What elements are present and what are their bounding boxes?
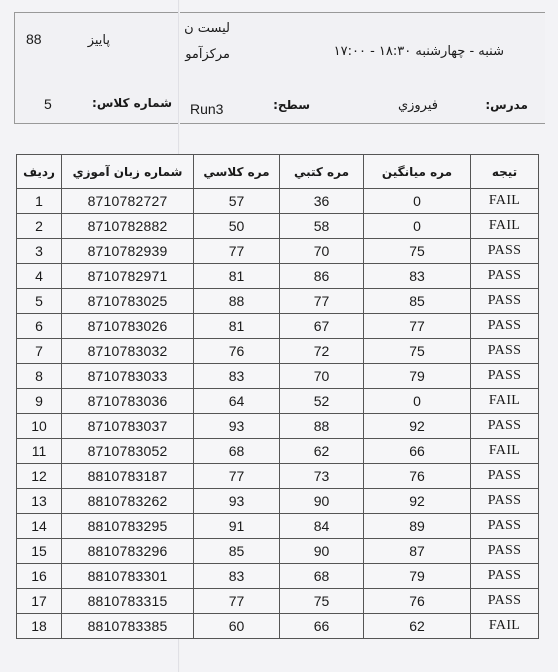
table-row (17, 614, 539, 639)
table-row (17, 214, 539, 239)
written-score-cell: 68 (280, 564, 364, 589)
term-code: 88 (26, 31, 42, 47)
written-score-cell: 70 (280, 239, 364, 264)
result-cell: PASS (471, 564, 539, 589)
student-id-cell: 8810783385 (62, 614, 194, 639)
col-header-student-id: شماره زبان آموزي (62, 155, 194, 189)
class-score-cell: 64 (194, 389, 280, 414)
table-row (17, 589, 539, 614)
row-number-cell: 14 (17, 514, 62, 539)
written-score-cell: 58 (280, 214, 364, 239)
teacher-label: مدرس: (485, 98, 528, 112)
table-row (17, 439, 539, 464)
table-row (17, 514, 539, 539)
table-header-row (17, 155, 539, 189)
title-fragment: لیست ن (184, 21, 230, 36)
level-value: Run3 (190, 101, 224, 117)
written-score-cell: 86 (280, 264, 364, 289)
row-number-cell: 7 (17, 339, 62, 364)
col-header-average-score: مره میانگین (364, 155, 471, 189)
row-number-cell: 12 (17, 464, 62, 489)
student-id-cell: 8710782727 (62, 189, 194, 214)
table-row (17, 389, 539, 414)
average-score-cell: 79 (364, 564, 471, 589)
result-cell: PASS (471, 589, 539, 614)
written-score-cell: 77 (280, 289, 364, 314)
row-number-cell: 17 (17, 589, 62, 614)
table-row (17, 564, 539, 589)
average-score-cell: 62 (364, 614, 471, 639)
student-id-cell: 8710783036 (62, 389, 194, 414)
average-score-cell: 79 (364, 364, 471, 389)
result-cell: PASS (471, 289, 539, 314)
row-number-cell: 10 (17, 414, 62, 439)
written-score-cell: 70 (280, 364, 364, 389)
row-number-cell: 16 (17, 564, 62, 589)
average-score-cell: 92 (364, 414, 471, 439)
class-score-cell: 81 (194, 264, 280, 289)
table-row (17, 414, 539, 439)
class-score-cell: 83 (194, 364, 280, 389)
row-number-cell: 6 (17, 314, 62, 339)
average-score-cell: 77 (364, 314, 471, 339)
average-score-cell: 0 (364, 189, 471, 214)
row-number-cell: 15 (17, 539, 62, 564)
result-cell: PASS (471, 314, 539, 339)
written-score-cell: 73 (280, 464, 364, 489)
class-score-cell: 93 (194, 414, 280, 439)
table-row (17, 289, 539, 314)
row-number-cell: 18 (17, 614, 62, 639)
average-score-cell: 0 (364, 214, 471, 239)
average-score-cell: 76 (364, 464, 471, 489)
result-cell: PASS (471, 414, 539, 439)
student-id-cell: 8710782939 (62, 239, 194, 264)
result-cell: PASS (471, 464, 539, 489)
result-cell: PASS (471, 264, 539, 289)
center-fragment: مرکزآمو (185, 47, 230, 62)
row-number-cell: 9 (17, 389, 62, 414)
class-score-cell: 68 (194, 439, 280, 464)
schedule-text: شنبه - چهارشنبه ۱۸:۳۰ - ۱۷:۰۰ (333, 44, 504, 59)
written-score-cell: 84 (280, 514, 364, 539)
table-row (17, 489, 539, 514)
class-score-cell: 77 (194, 589, 280, 614)
written-score-cell: 62 (280, 439, 364, 464)
table-row (17, 339, 539, 364)
average-score-cell: 75 (364, 239, 471, 264)
average-score-cell: 76 (364, 589, 471, 614)
table-row (17, 464, 539, 489)
student-id-cell: 8810783315 (62, 589, 194, 614)
result-cell: PASS (471, 489, 539, 514)
student-id-cell: 8710783052 (62, 439, 194, 464)
class-score-cell: 77 (194, 239, 280, 264)
average-score-cell: 0 (364, 389, 471, 414)
written-score-cell: 90 (280, 489, 364, 514)
row-number-cell: 4 (17, 264, 62, 289)
level-label: سطح: (273, 98, 310, 112)
student-id-cell: 8710783025 (62, 289, 194, 314)
class-score-cell: 91 (194, 514, 280, 539)
result-cell: PASS (471, 364, 539, 389)
class-score-cell: 77 (194, 464, 280, 489)
row-number-cell: 11 (17, 439, 62, 464)
term-label: پاییز (87, 33, 110, 48)
average-score-cell: 83 (364, 264, 471, 289)
result-cell: FAIL (471, 614, 539, 639)
row-number-cell: 5 (17, 289, 62, 314)
average-score-cell: 87 (364, 539, 471, 564)
table-row (17, 189, 539, 214)
written-score-cell: 67 (280, 314, 364, 339)
class-score-cell: 76 (194, 339, 280, 364)
table-row (17, 239, 539, 264)
result-cell: FAIL (471, 389, 539, 414)
average-score-cell: 66 (364, 439, 471, 464)
class-score-cell: 57 (194, 189, 280, 214)
average-score-cell: 92 (364, 489, 471, 514)
col-header-written-score: مره کتبي (280, 155, 364, 189)
teacher-value: فیروزي (397, 98, 438, 113)
written-score-cell: 66 (280, 614, 364, 639)
table-row (17, 264, 539, 289)
result-cell: FAIL (471, 439, 539, 464)
written-score-cell: 88 (280, 414, 364, 439)
student-id-cell: 8710783026 (62, 314, 194, 339)
class-score-cell: 93 (194, 489, 280, 514)
student-id-cell: 8710783033 (62, 364, 194, 389)
row-number-cell: 1 (17, 189, 62, 214)
col-header-row-number: ردیف (17, 155, 62, 189)
written-score-cell: 36 (280, 189, 364, 214)
result-cell: PASS (471, 239, 539, 264)
table-row (17, 314, 539, 339)
result-cell: PASS (471, 514, 539, 539)
written-score-cell: 52 (280, 389, 364, 414)
student-id-cell: 8710783037 (62, 414, 194, 439)
student-id-cell: 8710782971 (62, 264, 194, 289)
row-number-cell: 13 (17, 489, 62, 514)
class-score-cell: 88 (194, 289, 280, 314)
class-number-value: 5 (44, 96, 52, 112)
class-score-cell: 50 (194, 214, 280, 239)
average-score-cell: 89 (364, 514, 471, 539)
student-id-cell: 8710782882 (62, 214, 194, 239)
class-number-label: شماره کلاس: (92, 96, 172, 110)
result-cell: FAIL (471, 189, 539, 214)
class-score-cell: 81 (194, 314, 280, 339)
table-row (17, 364, 539, 389)
class-score-cell: 60 (194, 614, 280, 639)
col-header-result: تیجه (471, 155, 539, 189)
row-number-cell: 8 (17, 364, 62, 389)
student-id-cell: 8810783301 (62, 564, 194, 589)
student-id-cell: 8810783295 (62, 514, 194, 539)
written-score-cell: 90 (280, 539, 364, 564)
class-score-cell: 85 (194, 539, 280, 564)
average-score-cell: 85 (364, 289, 471, 314)
row-number-cell: 2 (17, 214, 62, 239)
class-score-cell: 83 (194, 564, 280, 589)
table-row (17, 539, 539, 564)
grades-table (16, 154, 539, 639)
row-number-cell: 3 (17, 239, 62, 264)
student-id-cell: 8710783032 (62, 339, 194, 364)
written-score-cell: 75 (280, 589, 364, 614)
result-cell: PASS (471, 539, 539, 564)
result-cell: FAIL (471, 214, 539, 239)
written-score-cell: 72 (280, 339, 364, 364)
student-id-cell: 8810783187 (62, 464, 194, 489)
average-score-cell: 75 (364, 339, 471, 364)
result-cell: PASS (471, 339, 539, 364)
col-header-class-score: مره کلاسي (194, 155, 280, 189)
student-id-cell: 8810783296 (62, 539, 194, 564)
student-id-cell: 8810783262 (62, 489, 194, 514)
